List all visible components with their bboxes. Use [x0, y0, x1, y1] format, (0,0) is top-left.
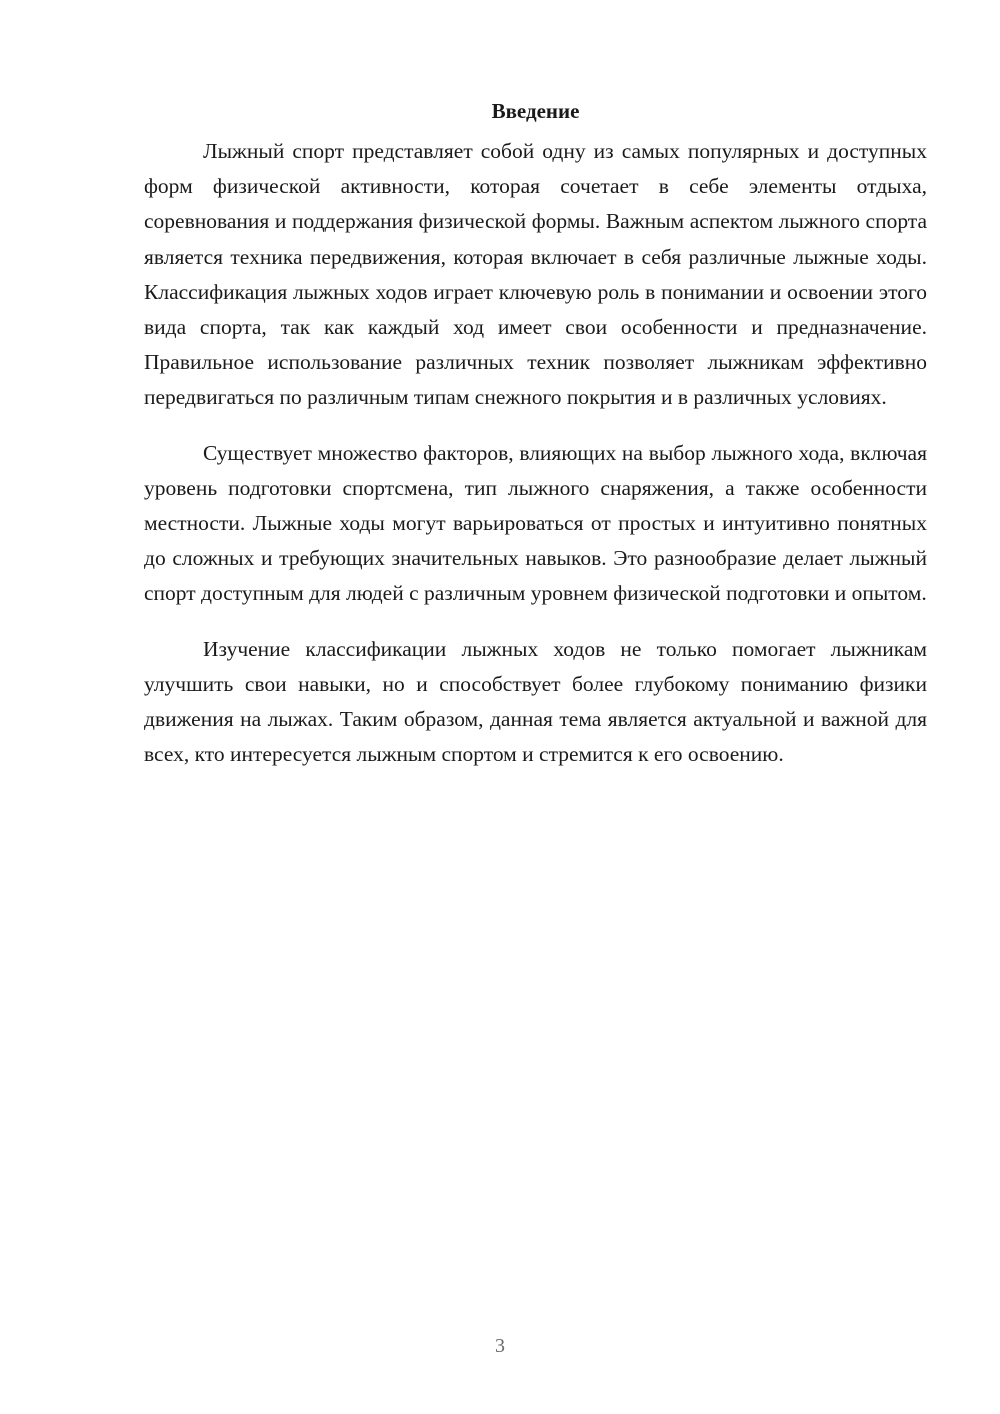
- paragraph-1: Лыжный спорт представляет собой одну из самых популярных и доступных форм физической активности, которая сочетает в себе элементы отдыха, соревнования и поддержания физической формы. Важным аспектом лыжного спорта является техника передвижения, которая включает в себя различные лыжные ходы. Классификация лыжных ходов играет ключевую роль в понимании и освоении этого вида спорта, так как каждый ход имеет свои особенности и предназначение. Правильное использование различных техник позволяет лыжникам эффективно передвигаться по различным типам снежного покрытия и в различных условиях.: [144, 139, 927, 410]
- paragraph-2: Существует множество факторов, влияющих на выбор лыжного хода, включая уровень подготовки спортсмена, тип лыжного снаряжения, а также особенности местности. Лыжные ходы могут варьироваться от простых и интуитивно понятных до сложных и требующих значительных навыков. Это разнообразие делает лыжный спорт доступным для людей с различным уровнем физической подготовки и опытом.: [144, 440, 927, 606]
- section-title: Введение: [491, 99, 580, 123]
- document-page: [144, 96, 927, 772]
- paragraph-3: Изучение классификации лыжных ходов не только помогает лыжникам улучшить свои навыки, но и способствует более глубокому пониманию физики движения на лыжах. Таким образом, данная тема является актуальной и важной для всех, кто интересуется лыжным спортом и стремится к его освоению.: [144, 636, 927, 767]
- page-number: 3: [495, 1335, 505, 1357]
